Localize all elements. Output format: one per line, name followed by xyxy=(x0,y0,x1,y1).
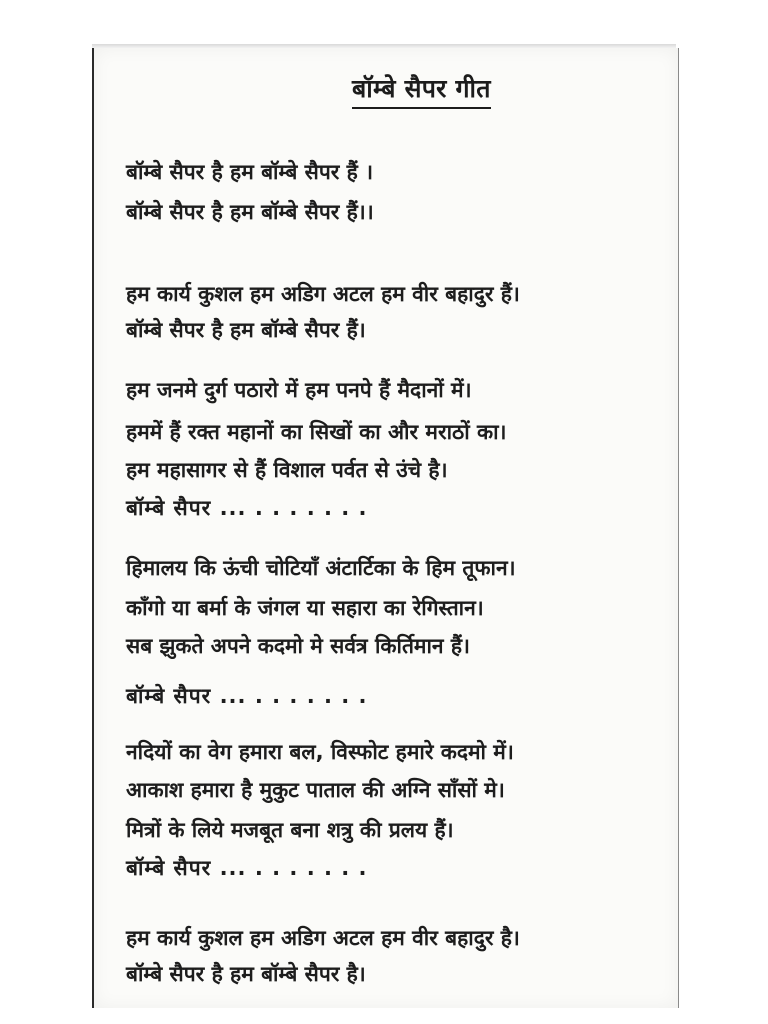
stanza-6-line-2: बॉम्बे सैपर है हम बॉम्बे सैपर है। xyxy=(126,962,366,986)
stanza-3-line-2: हममें हैं रक्त महानों का सिखों का और मराठों का। xyxy=(126,420,507,444)
stanza-5-line-1: नदियों का वेग हमारा बल, विस्फोट हमारे कदमो में। xyxy=(126,740,514,764)
stanza-4-refrain: बॉम्बे सैपर ... . . . . . . . xyxy=(126,684,368,708)
stanza-3-line-3: हम महासागर से हैं विशाल पर्वत से उंचे है। xyxy=(126,458,448,482)
stanza-1-line-2: बॉम्बे सैपर है हम बॉम्बे सैपर हैं।। xyxy=(126,200,374,224)
stanza-5-line-2: आकाश हमारा है मुकुट पाताल की अग्नि साँसों मे। xyxy=(126,778,505,802)
stanza-2-line-2: बॉम्बे सैपर है हम बॉम्बे सैपर हैं। xyxy=(126,318,366,342)
stanza-4-line-1: हिमालय कि ऊंची चोटियाँ अंटार्टिका के हिम तूफान। xyxy=(126,556,516,580)
stanza-3-refrain: बॉम्बे सैपर ... . . . . . . . xyxy=(126,496,368,520)
stanza-3-line-1: हम जनमे दुर्ग पठारो में हम पनपे हैं मैदानों में। xyxy=(126,378,472,402)
stanza-1-line-1: बॉम्बे सैपर है हम बॉम्बे सैपर हैं । xyxy=(126,160,374,184)
stanza-5-refrain: बॉम्बे सैपर ... . . . . . . . xyxy=(126,856,368,880)
stanza-6-line-1: हम कार्य कुशल हम अडिग अटल हम वीर बहादुर है। xyxy=(126,926,520,950)
stanza-4-line-3: सब झुकते अपने कदमो मे सर्वत्र किर्तिमान हैं। xyxy=(126,634,471,658)
stanza-2-line-1: हम कार्य कुशल हम अडिग अटल हम वीर बहादुर हैं। xyxy=(126,282,520,306)
song-title: बॉम्बे सैपर गीत xyxy=(352,74,491,109)
stanza-4-line-2: काँगो या बर्मा के जंगल या सहारा का रेगिस्तान। xyxy=(126,596,484,620)
stanza-5-line-3: मित्रों के लिये मजबूत बना शत्रु की प्रलय हैं। xyxy=(126,818,454,842)
